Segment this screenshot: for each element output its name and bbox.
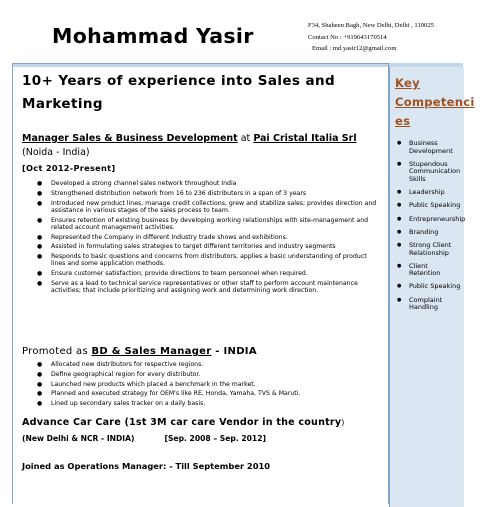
bullet-icon: ● [37, 180, 43, 187]
job1-title: Manager Sales & Business Development [22, 133, 238, 144]
promotion-heading: Promoted as BD & Sales Manager - INDIA [22, 346, 257, 357]
job3-heading: Joined as Operations Manager: - Till September 2010 [22, 461, 271, 471]
bullet-icon: ● [37, 253, 43, 261]
job1-heading [22, 132, 382, 160]
list-item: ● Define geographical region for every distributor. [37, 370, 201, 378]
bullet-icon: ● [37, 361, 43, 368]
list-item: ● Assisted in formulating sales strategies to target different territories and industry segments [37, 243, 336, 251]
bullet-icon: ● [37, 370, 43, 378]
bullet-icon: ● [37, 189, 43, 197]
skill-item: ● Entrepreneurship [397, 214, 466, 223]
email-text: Email : md.yasir12@gmail.com [312, 45, 397, 52]
bullet-icon: ● [397, 241, 402, 248]
bullet-icon: ● [397, 283, 402, 290]
bullet-icon: ● [37, 390, 43, 398]
experience-headline: 10+ Years of experience into Sales and Marketing [22, 73, 336, 112]
list-item: ● Responds to basic questions and concerns from distributors, applies a basic understanding of product lines and some application methods. [37, 253, 367, 268]
bullet-icon: ● [397, 202, 402, 209]
list-item: ● Planned and executed strategy for OEM's like RE, Honda, Yamaha, TVS & Maruti. [37, 390, 301, 398]
bullet-icon: ● [37, 400, 43, 408]
list-item: ● Ensure customer satisfaction; provide directions to team personnel when required. [37, 270, 308, 278]
job2-heading: Advance Car Care (1st 3M car care Vendor in the country) [22, 417, 345, 428]
skills-list [397, 139, 466, 317]
list-item: ● Introduced new product lines, manage credit collections, grew and stabilize sales; provides direction and assistance in various stages of the sales process to team. [37, 199, 377, 214]
address-text: F34, Shaheen Bagh, New Delhi, Delhi , 110025 [308, 22, 434, 29]
contact-block [308, 20, 488, 55]
job2-location-dates [22, 434, 266, 443]
list-item: ● Developed a strong channel sales network throughout India [37, 180, 237, 187]
bullet-icon: ● [37, 279, 43, 287]
job1-dates: [Oct 2012-Present] [22, 163, 116, 173]
bullet-icon: ● [37, 380, 43, 388]
promotion-responsibilities [22, 361, 382, 410]
bullet-icon: ● [397, 296, 402, 303]
job2-dates: [Sep. 2008 – Sep. 2012] [164, 434, 266, 443]
skill-item: ● Branding [397, 227, 439, 236]
bullet-icon: ● [37, 199, 43, 207]
bullet-icon: ● [397, 140, 402, 146]
bullet-icon: ● [397, 189, 402, 196]
skill-item: ● Public Speaking [397, 282, 461, 291]
job1-responsibilities [22, 180, 382, 297]
bullet-icon: ● [37, 243, 43, 251]
bullet-icon: ● [397, 228, 402, 235]
list-item: ● Represented the Company in different Industry trade shows and exhibitions. [37, 233, 288, 241]
candidate-name: Mohammad Yasir [52, 24, 254, 48]
bullet-icon: ● [37, 270, 43, 278]
skill-item: ● Complaint Handling [397, 295, 443, 312]
skill-item: ● Strong Client Relationship [397, 240, 452, 257]
skill-item: ● Public Speaking [397, 201, 461, 210]
list-item: ● Allocated new distributors for respective regions. [37, 361, 204, 368]
skill-item: ● Leadership [397, 188, 445, 197]
phone-text: Contact No : +919643170514 [308, 33, 387, 41]
key-competencies-title: Key Competenci es [395, 76, 475, 128]
skill-item: ● Client Retention [397, 261, 441, 278]
bullet-icon: ● [397, 262, 402, 269]
list-item: ● Serve as a lead to technical service representatives or other staff to perform account maintenance activities; that include prioritizing and assigning work and determining work direction. [37, 279, 358, 295]
bullet-icon: ● [397, 160, 402, 167]
job1-company: Pai Cristal Italia Srl [253, 133, 357, 144]
skill-item: ● Business Development [397, 139, 453, 155]
list-item: ● Strengthened distribution network from 16 to 236 distributers in a span of 3 years [37, 189, 307, 197]
list-item: ● Lined up secondary sales tracker on a daily basis. [37, 400, 206, 408]
job2-location: (New Delhi & NCR - INDIA) [22, 434, 135, 443]
job1-location: (Noida - India) [22, 147, 90, 158]
bullet-icon: ● [37, 233, 43, 241]
list-item: ● Ensures retention of existing business by developing working relationships with site-management and related account management activities. [37, 216, 369, 231]
bullet-icon: ● [397, 215, 402, 222]
job1-at: at [237, 133, 254, 144]
list-item: ● Launched new products which placed a benchmark in the market. [37, 380, 256, 388]
skill-item: ● Stupendous Communication Skills [397, 159, 461, 183]
promotion-role: BD & Sales Manager [91, 346, 212, 357]
bullet-icon: ● [37, 216, 43, 224]
